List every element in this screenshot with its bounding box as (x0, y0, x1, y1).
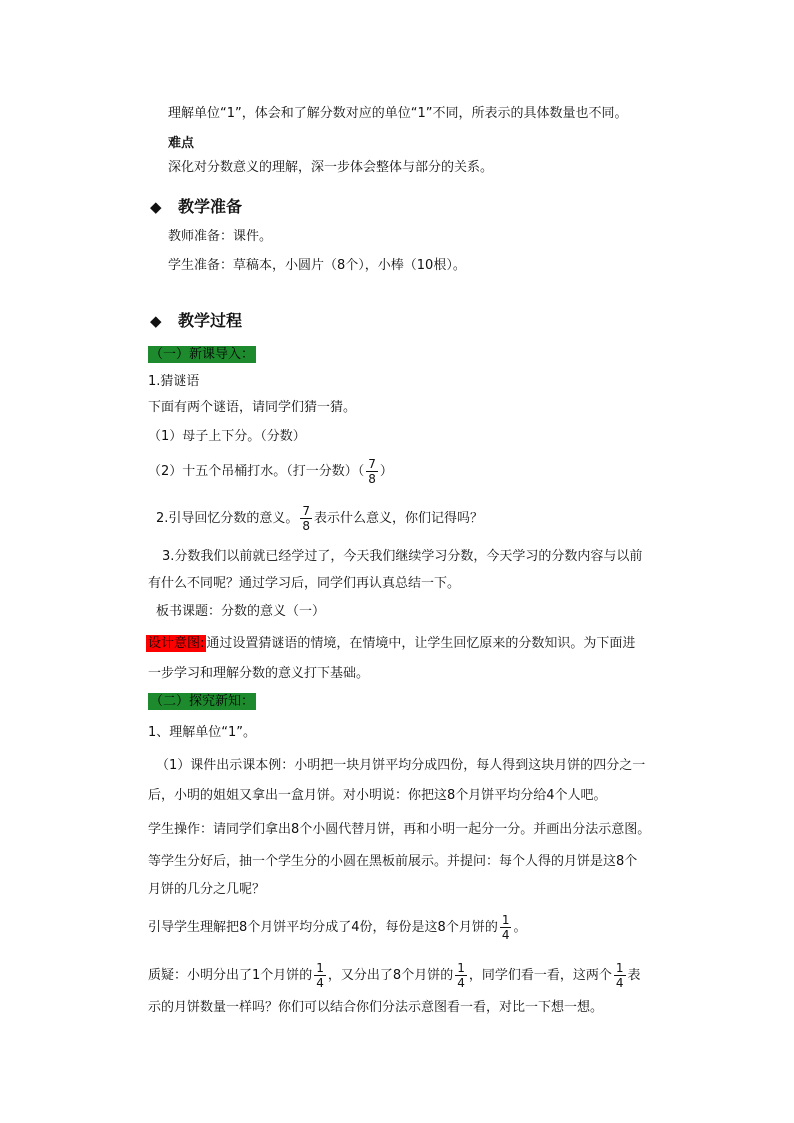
fraction-denominator: 8 (368, 472, 376, 486)
fraction (500, 913, 512, 942)
fraction-numerator: 1 (316, 961, 324, 975)
fraction-denominator: 4 (316, 976, 324, 990)
fraction-numerator: 1 (615, 961, 624, 975)
heading-process (150, 310, 242, 332)
text-segment: ） (379, 464, 393, 479)
fraction-numerator: 7 (368, 457, 376, 471)
text-line: （1）母子上下分。（分数） (148, 429, 306, 444)
text-segment: 2.引导回忆分数的意义。 (156, 511, 299, 526)
text-segment: 表 (627, 968, 641, 983)
design-intent-line (146, 634, 635, 654)
design-intent-label: 设计意图: (148, 636, 205, 651)
text-segment: ，又分出了8个月饼的 (327, 968, 454, 983)
heading-prep (150, 196, 242, 218)
fraction (366, 457, 378, 486)
text-line: 下面有两个谜语，请同学们猜一猜。 (148, 400, 357, 415)
heading-prep-text: 教学准备 (178, 197, 243, 216)
fraction-denominator: 4 (501, 928, 510, 942)
heading-process-text: 教学过程 (178, 311, 243, 330)
text-line: 月饼的几分之几呢？ (148, 882, 266, 897)
section-badge-intro (148, 345, 256, 365)
fraction-denominator: 4 (457, 976, 465, 990)
text-line: 板书课题：分数的意义（一） (156, 604, 326, 619)
guide-line (148, 913, 526, 942)
text-line: 学生操作：请同学们拿出8个小圆代替月饼，再和小明一起分一分。并画出分法示意图。 (148, 822, 651, 837)
fraction-numerator: 1 (501, 913, 510, 927)
text-line: 后，小明的姐姐又拿出一盒月饼。对小明说：你把这8个月饼平均分给4个人吧。 (148, 788, 607, 803)
text-line: （1）课件出示课本例：小明把一块月饼平均分成四份，每人得到这块月饼的四分之一 (156, 758, 646, 773)
text-segment: 通过设置猜谜语的情境，在情境中，让学生回忆原来的分数知识。为下面进 (206, 636, 636, 651)
diamond-bullet-icon: ◆ (150, 312, 162, 330)
text-line: 理解单位“1”，体会和了解分数对应的单位“1”不同，所表示的具体数量也不同。 (168, 106, 628, 121)
text-line: 示的月饼数量一样吗？你们可以结合你们分法示意图看一看，对比一下想一想。 (148, 1000, 604, 1015)
text-segment: 质疑：小明分出了1个月饼的 (148, 968, 313, 983)
text-segment: 。 (513, 920, 527, 935)
badge-text: （二）探究新知： (150, 694, 255, 709)
text-segment: ，同学们看一看，这两个 (468, 968, 612, 983)
badge-text: （一）新课导入： (150, 347, 255, 362)
fraction (614, 961, 626, 990)
text-line: 学生准备：草稿本，小圆片（8个），小棒（10根）。 (168, 258, 466, 273)
text-line: 1.猜谜语 (148, 374, 200, 389)
fraction (314, 961, 326, 990)
text-line: 深化对分数意义的理解，深一步体会整体与部分的关系。 (168, 160, 494, 175)
fraction (300, 504, 312, 533)
recall-line (156, 504, 483, 533)
text-line: 1、理解单位“1”。 (148, 725, 257, 740)
fraction-denominator: 4 (615, 976, 624, 990)
question-line (148, 961, 641, 990)
text-line: 3.分数我们以前就已经学过了，今天我们继续学习分数，今天学习的分数内容与以前 (162, 549, 643, 564)
text-line: 有什么不同呢？通过学习后，同学们再认真总结一下。 (148, 576, 461, 591)
text-segment: （2）十五个吊桶打水。（打一分数）（ (148, 464, 365, 479)
text-line: 等学生分好后，抽一个学生分的小圆在黑板前展示。并提问：每个人得的月饼是这8个 (148, 854, 638, 869)
diamond-bullet-icon: ◆ (150, 198, 162, 216)
fraction-numerator: 1 (457, 961, 465, 975)
fraction-denominator: 8 (302, 519, 311, 533)
difficulty-title: 难点 (168, 136, 195, 151)
fraction (455, 961, 467, 990)
text-line: 教师准备：课件。 (168, 229, 273, 244)
text-line: 一步学习和理解分数的意义打下基础。 (148, 666, 370, 681)
fraction-numerator: 7 (302, 504, 311, 518)
text-segment: 表示什么意义，你们记得吗？ (314, 511, 484, 526)
section-badge-explore (148, 692, 256, 712)
text-segment: 引导学生理解把8个月饼平均分成了4份，每份是这8个月饼的 (148, 920, 498, 935)
riddle2-line (148, 457, 393, 486)
